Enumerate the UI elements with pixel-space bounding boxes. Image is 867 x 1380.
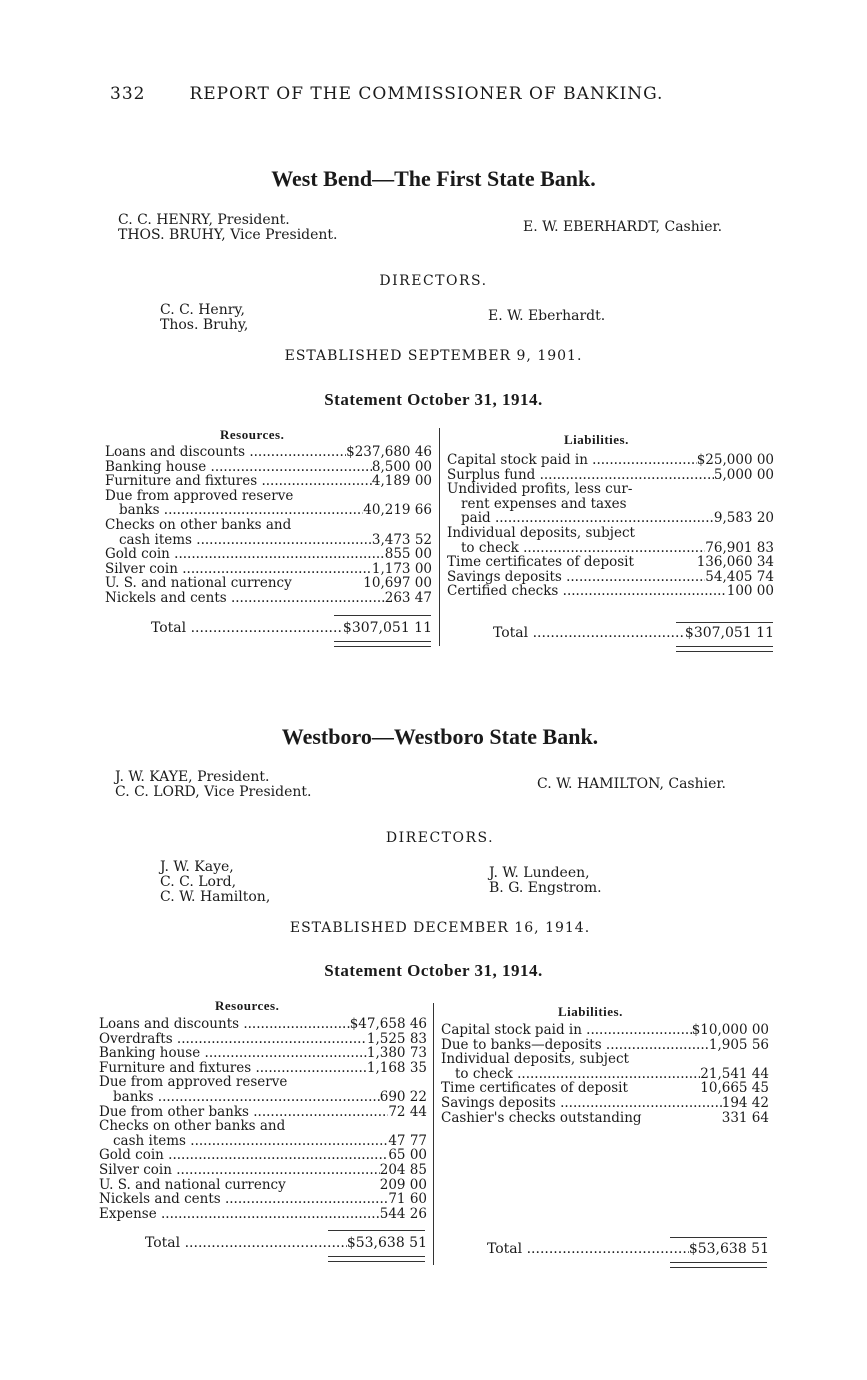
resources-total-double-rule xyxy=(328,1256,425,1262)
cashier: E. W. EBERHARDT, Cashier. xyxy=(523,219,723,235)
resource-row: Due from approved reserve xyxy=(105,488,294,504)
resource-row: Expense ..... 544 26 xyxy=(99,1207,427,1222)
page-number: 332 xyxy=(110,84,146,104)
director: J. W. Lundeen, xyxy=(489,865,590,881)
resources-total: Total ..... $307,051 11 xyxy=(105,620,432,636)
running-head-title: REPORT OF THE COMMISSIONER OF BANKING. xyxy=(189,84,664,104)
liabilities-total: Total ..... $53,638 51 xyxy=(441,1241,769,1257)
resource-row: Checks on other banks and xyxy=(105,517,292,533)
liability-row: Surplus fund ..... 5,000 00 xyxy=(447,468,774,483)
officers-left xyxy=(115,770,312,800)
resources-total-rule xyxy=(334,615,431,616)
officers-left xyxy=(118,213,338,243)
liability-row: Capital stock paid in ..... $10,000 00 xyxy=(441,1023,769,1038)
liabilities-total-rule xyxy=(670,1237,767,1238)
director: C. W. Hamilton, xyxy=(160,889,271,905)
resources-list xyxy=(105,445,432,606)
liabilities-total-rule xyxy=(676,622,773,623)
resource-row: cash items ..... 47 77 xyxy=(99,1134,427,1149)
column-divider xyxy=(433,1003,434,1265)
resource-row: cash items ..... 3,473 52 xyxy=(105,533,432,548)
director: C. C. Lord, xyxy=(160,874,237,890)
liability-row: Due to banks—deposits ..... 1,905 56 xyxy=(441,1038,769,1053)
liabilities-heading: Liabilities. xyxy=(558,1004,623,1019)
liability-row: Certified checks ..... 100 00 xyxy=(447,584,774,599)
liability-row: rent expenses and taxes xyxy=(461,496,627,512)
liabilities-total-double-rule xyxy=(670,1262,767,1268)
liabilities-heading: Liabilities. xyxy=(564,432,629,447)
resources-total-double-rule xyxy=(334,641,431,647)
bank-title: West Bend—The First State Bank. xyxy=(271,166,596,191)
director: J. W. Kaye, xyxy=(160,859,234,875)
liability-row: to check ..... 76,901 83 xyxy=(447,541,774,556)
liability-row: Individual deposits, subject xyxy=(447,525,635,541)
directors-left xyxy=(160,860,270,905)
director: Thos. Bruhy, xyxy=(160,317,249,333)
resource-row: Checks on other banks and xyxy=(99,1119,286,1134)
liability-row: Individual deposits, subject xyxy=(441,1052,629,1067)
cashier: C. W. HAMILTON, Cashier. xyxy=(537,776,726,792)
resource-row: Gold coin ..... 855 00 xyxy=(105,547,432,562)
liabilities-total: Total ..... $307,051 11 xyxy=(447,625,774,641)
liability-row: Capital stock paid in ..... $25,000 00 xyxy=(447,453,774,468)
statement-heading: Statement October 31, 1914. xyxy=(324,390,543,409)
liability-row: Undivided profits, less cur- xyxy=(447,482,633,497)
resource-row: banks ..... 690 22 xyxy=(99,1090,427,1105)
directors-right xyxy=(488,309,605,324)
liability-row: Savings deposits ..... 194 42 xyxy=(441,1096,769,1111)
bank-title: Westboro—Westboro State Bank. xyxy=(281,724,599,749)
resource-row: U. S. and national currency 209 00 xyxy=(99,1176,427,1193)
liability-row: Savings deposits ..... 54,405 74 xyxy=(447,570,774,585)
resource-row: Gold coin ..... 65 00 xyxy=(99,1148,427,1163)
running-head xyxy=(110,84,663,104)
liability-row: Cashier's checks outstanding 331 64 xyxy=(441,1109,769,1126)
resource-row: Loans and discounts ..... $47,658 46 xyxy=(99,1017,427,1032)
directors-heading: DIRECTORS. xyxy=(385,830,495,846)
liability-row: Time certificates of deposit 10,665 45 xyxy=(441,1080,769,1097)
resources-total: Total ..... $53,638 51 xyxy=(99,1235,427,1251)
resource-row: Overdrafts ..... 1,525 83 xyxy=(99,1032,427,1047)
resource-row: Banking house ..... 8,500 00 xyxy=(105,460,432,475)
resource-row: Furniture and fixtures ..... 1,168 35 xyxy=(99,1061,427,1076)
resource-row: Furniture and fixtures ..... 4,189 00 xyxy=(105,474,432,489)
resources-total-rule xyxy=(328,1230,425,1231)
liability-row: paid ..... 9,583 20 xyxy=(447,511,774,526)
resource-row: banks ..... 40,219 66 xyxy=(105,503,432,518)
directors-left xyxy=(160,303,248,333)
resource-row: U. S. and national currency 10,697 00 xyxy=(105,575,432,592)
liabilities-list xyxy=(441,1023,769,1125)
resource-row: Loans and discounts ..... $237,680 46 xyxy=(105,445,432,460)
liability-row: to check ..... 21,541 44 xyxy=(441,1067,769,1082)
resource-row: Silver coin ..... 1,173 00 xyxy=(105,562,432,577)
directors-heading: DIRECTORS. xyxy=(379,273,488,289)
resource-row: Silver coin ..... 204 85 xyxy=(99,1163,427,1178)
resource-row: Nickels and cents ..... 263 47 xyxy=(105,591,432,606)
column-divider xyxy=(439,428,440,646)
vice-president: THOS. BRUHY, Vice President. xyxy=(118,227,338,243)
resources-heading: Resources. xyxy=(220,427,285,442)
statement-heading: Statement October 31, 1914. xyxy=(324,961,543,980)
resource-row: Banking house ..... 1,380 73 xyxy=(99,1046,427,1061)
resource-row: Due from other banks ..... 72 44 xyxy=(99,1105,427,1120)
director: C. C. Henry, xyxy=(160,302,245,318)
established-date: ESTABLISHED DECEMBER 16, 1914. xyxy=(289,920,591,936)
liabilities-total-double-rule xyxy=(676,646,773,652)
vice-president: C. C. LORD, Vice President. xyxy=(115,784,312,800)
established-date: ESTABLISHED SEPTEMBER 9, 1901. xyxy=(284,348,583,364)
directors-right xyxy=(489,866,602,896)
resource-row: Due from approved reserve xyxy=(99,1075,288,1090)
liabilities-list xyxy=(447,453,774,599)
president: C. C. HENRY, President. xyxy=(118,212,290,228)
resources-heading: Resources. xyxy=(215,998,280,1013)
resource-row: Nickels and cents ..... 71 60 xyxy=(99,1192,427,1207)
liability-row: Time certificates of deposit 136,060 34 xyxy=(447,554,774,571)
resources-list xyxy=(99,1017,427,1221)
president: J. W. KAYE, President. xyxy=(115,769,270,785)
director: B. G. Engstrom. xyxy=(489,880,602,896)
director: E. W. Eberhardt. xyxy=(488,308,606,324)
